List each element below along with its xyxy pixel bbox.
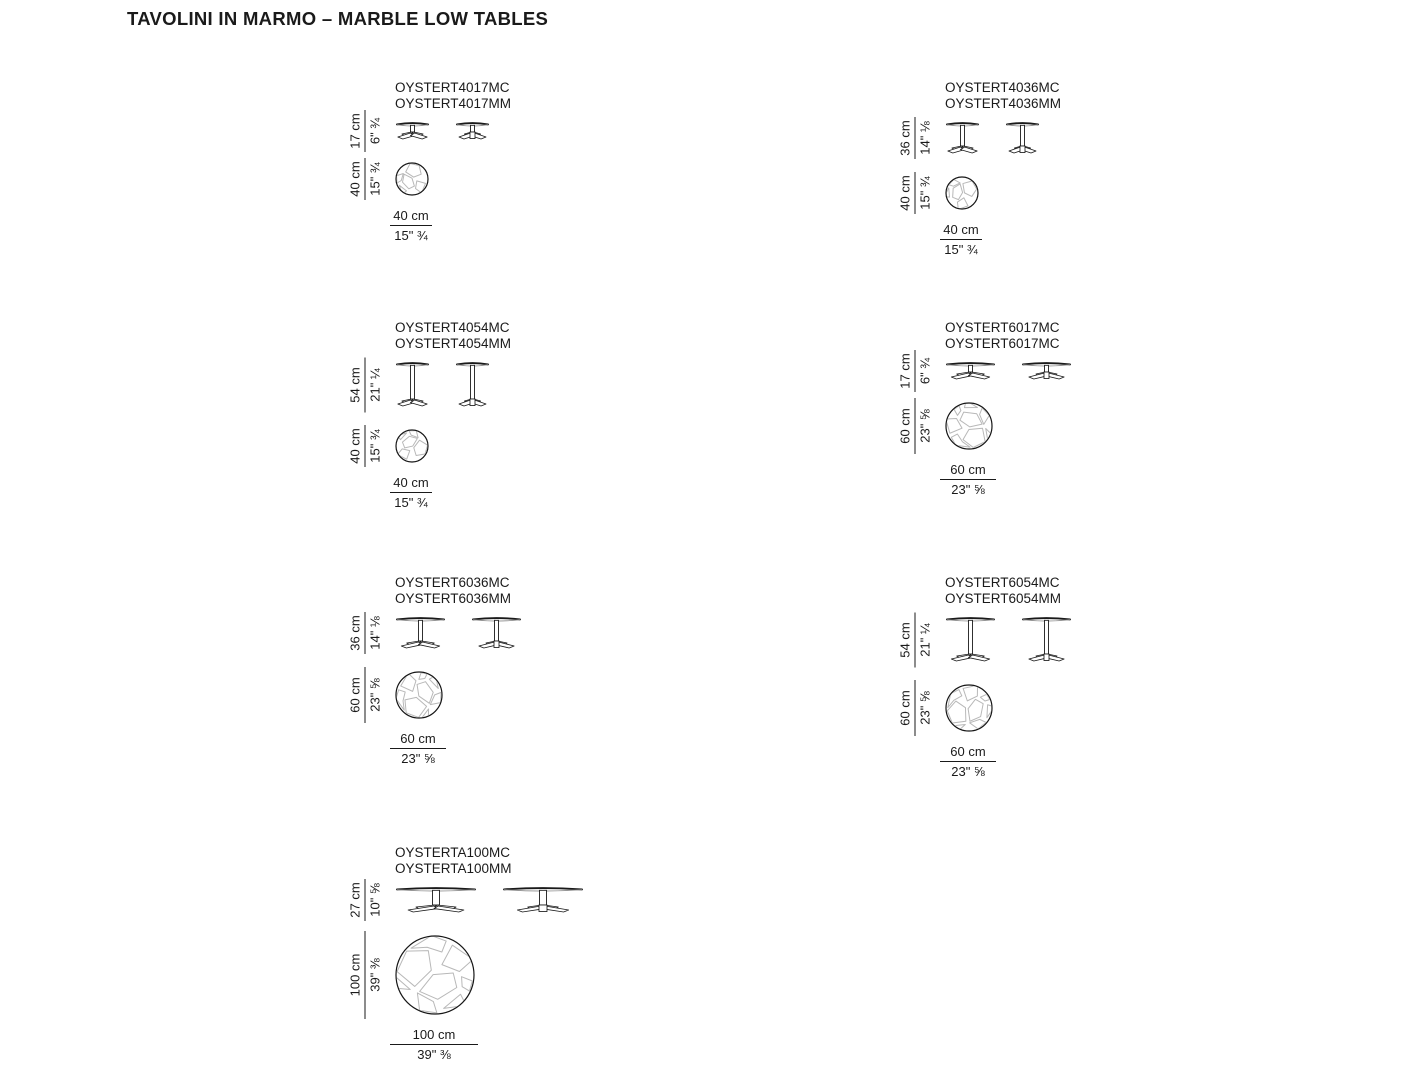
- side-view-row: [347, 882, 760, 918]
- product-group-oysterta100: [340, 845, 760, 1062]
- diameter-dimension-bottom: [940, 744, 996, 779]
- diameter-dimension: [890, 684, 940, 732]
- height-dimension: [340, 882, 390, 918]
- height-dimension: [340, 361, 390, 408]
- diameter-inches-label: 15" ¾: [394, 495, 428, 510]
- page-title: TAVOLINI IN MARMO – MARBLE LOW TABLES: [127, 8, 549, 29]
- product-code: OYSTERT6036MC: [395, 575, 510, 590]
- table-side-view-drawing: [455, 121, 490, 141]
- diameter-cm-label: 100 cm: [390, 1027, 478, 1045]
- diameter-dimension: [890, 176, 940, 210]
- diameter-inches-label: 23" ⅝: [951, 764, 985, 779]
- height-inches-label: 21" ¼: [367, 367, 383, 402]
- product-code: OYSTERT4036MC: [945, 80, 1060, 95]
- table-front-view-drawing: [395, 121, 430, 141]
- product-group-oystert4017: [340, 80, 760, 243]
- diameter-cm-label: 40 cm: [940, 222, 982, 240]
- diameter-cm-label: 60 cm: [940, 744, 996, 762]
- side-view-row: [347, 615, 760, 651]
- height-inches-label: 6" ¾: [367, 117, 383, 145]
- product-code: OYSTERT4036MM: [945, 96, 1062, 111]
- diameter-inches-label: 23" ⅝: [917, 691, 933, 725]
- diameter-cm-label: 40 cm: [898, 172, 916, 214]
- table-top-view-drawing: [945, 176, 979, 210]
- height-cm-label: 27 cm: [348, 879, 366, 921]
- table-side-view-drawing: [471, 616, 522, 650]
- diameter-cm-label: 60 cm: [348, 667, 366, 723]
- diameter-inches-label: 15" ¾: [367, 162, 383, 196]
- diameter-cm-label: 40 cm: [348, 425, 366, 467]
- diameter-inches-label: 39" ⅜: [367, 958, 383, 992]
- diameter-dimension: [340, 162, 390, 196]
- height-cm-label: 17 cm: [348, 110, 366, 152]
- diameter-cm-label: 100 cm: [348, 931, 366, 1019]
- product-code: OYSTERT4017MC: [395, 80, 510, 95]
- height-inches-label: 10" ⅝: [367, 883, 383, 917]
- table-side-view-drawing: [455, 361, 490, 408]
- diameter-cm-label: 60 cm: [898, 398, 916, 454]
- diameter-dimension-bottom: [390, 1027, 478, 1062]
- diameter-cm-label: 60 cm: [940, 462, 996, 480]
- product-code: OYSTERT4054MM: [395, 336, 512, 351]
- diameter-inches-label: 15" ¾: [367, 429, 383, 463]
- product-codes: [945, 80, 1310, 112]
- height-inches-label: 6" ¾: [917, 357, 933, 385]
- diameter-dimension-bottom: [940, 462, 996, 497]
- table-top-view-drawing: [395, 671, 443, 719]
- product-group-oystert4036: [890, 80, 1310, 257]
- height-dimension: [340, 113, 390, 149]
- product-code: OYSTERT6017MC: [945, 320, 1060, 335]
- product-group-oystert4054: [340, 320, 760, 510]
- diameter-inches-label: 15" ¾: [394, 228, 428, 243]
- table-front-view-drawing: [395, 361, 430, 408]
- height-dimension: [890, 353, 940, 389]
- height-cm-label: 36 cm: [898, 117, 916, 159]
- table-side-view-drawing: [1021, 361, 1072, 381]
- diameter-dimension: [890, 402, 940, 450]
- table-front-view-drawing: [945, 121, 980, 155]
- product-code: OYSTERT4054MC: [395, 320, 510, 335]
- side-view-row: [897, 120, 1310, 156]
- diameter-cm-label: 60 cm: [898, 680, 916, 736]
- diameter-cm-label: 60 cm: [390, 731, 446, 749]
- diameter-dimension: [340, 429, 390, 463]
- height-inches-label: 14" ⅛: [917, 121, 933, 155]
- side-view-row: [347, 361, 760, 408]
- height-dimension: [890, 616, 940, 663]
- table-top-view-drawing: [945, 684, 993, 732]
- product-codes: [395, 575, 760, 607]
- side-view-row: [347, 113, 760, 149]
- diameter-inches-label: 15" ¾: [944, 242, 978, 257]
- product-code: OYSTERT6054MM: [945, 591, 1062, 606]
- diameter-inches-label: 23" ⅝: [367, 678, 383, 712]
- diameter-inches-label: 23" ⅝: [401, 751, 435, 766]
- top-view-row: [347, 671, 760, 719]
- product-code: OYSTERTA100MM: [395, 861, 512, 876]
- top-view-row: [347, 161, 760, 197]
- diameter-inches-label: 23" ⅝: [951, 482, 985, 497]
- height-cm-label: 54 cm: [898, 612, 916, 667]
- top-view-row: [897, 684, 1310, 732]
- product-codes: [945, 575, 1310, 607]
- product-codes: [395, 845, 760, 877]
- diameter-inches-label: 39" ⅜: [417, 1047, 451, 1062]
- height-inches-label: 14" ⅛: [367, 616, 383, 650]
- diameter-dimension: [340, 935, 390, 1015]
- diameter-inches-label: 15" ¾: [917, 176, 933, 210]
- product-code: OYSTERTA100MC: [395, 845, 511, 860]
- table-top-view-drawing: [395, 162, 429, 196]
- top-view-row: [347, 428, 760, 464]
- diameter-dimension-bottom: [940, 222, 982, 257]
- product-group-oystert6036: [340, 575, 760, 766]
- table-front-view-drawing: [945, 361, 996, 381]
- diameter-dimension-bottom: [390, 731, 446, 766]
- product-codes: [395, 320, 760, 352]
- diameter-dimension: [340, 671, 390, 719]
- diameter-cm-label: 40 cm: [390, 208, 432, 226]
- product-codes: [395, 80, 760, 112]
- side-view-row: [897, 353, 1310, 389]
- product-group-oystert6017: [890, 320, 1310, 497]
- table-front-view-drawing: [395, 886, 477, 914]
- diameter-cm-label: 40 cm: [348, 158, 366, 200]
- product-codes: [945, 320, 1310, 352]
- product-code: OYSTERT6036MM: [395, 591, 512, 606]
- height-inches-label: 21" ¼: [917, 622, 933, 657]
- table-side-view-drawing: [1021, 616, 1072, 663]
- diameter-dimension-bottom: [390, 475, 432, 510]
- diameter-inches-label: 23" ⅝: [917, 409, 933, 443]
- product-group-oystert6054: [890, 575, 1310, 779]
- product-code: OYSTERT6054MC: [945, 575, 1060, 590]
- table-top-view-drawing: [395, 429, 429, 463]
- table-top-view-drawing: [945, 402, 993, 450]
- height-cm-label: 36 cm: [348, 612, 366, 654]
- height-cm-label: 54 cm: [348, 357, 366, 412]
- table-front-view-drawing: [945, 616, 996, 663]
- product-code: OYSTERT6017MC: [945, 336, 1060, 351]
- height-cm-label: 17 cm: [898, 350, 916, 392]
- top-view-row: [347, 935, 760, 1015]
- product-code: OYSTERT4017MM: [395, 96, 512, 111]
- top-view-row: [897, 402, 1310, 450]
- table-side-view-drawing: [502, 886, 584, 914]
- top-view-row: [897, 175, 1310, 211]
- diameter-dimension-bottom: [390, 208, 432, 243]
- table-front-view-drawing: [395, 616, 446, 650]
- table-top-view-drawing: [395, 935, 475, 1015]
- side-view-row: [897, 616, 1310, 663]
- diameter-cm-label: 40 cm: [390, 475, 432, 493]
- height-dimension: [890, 121, 940, 155]
- table-side-view-drawing: [1005, 121, 1040, 155]
- height-dimension: [340, 616, 390, 650]
